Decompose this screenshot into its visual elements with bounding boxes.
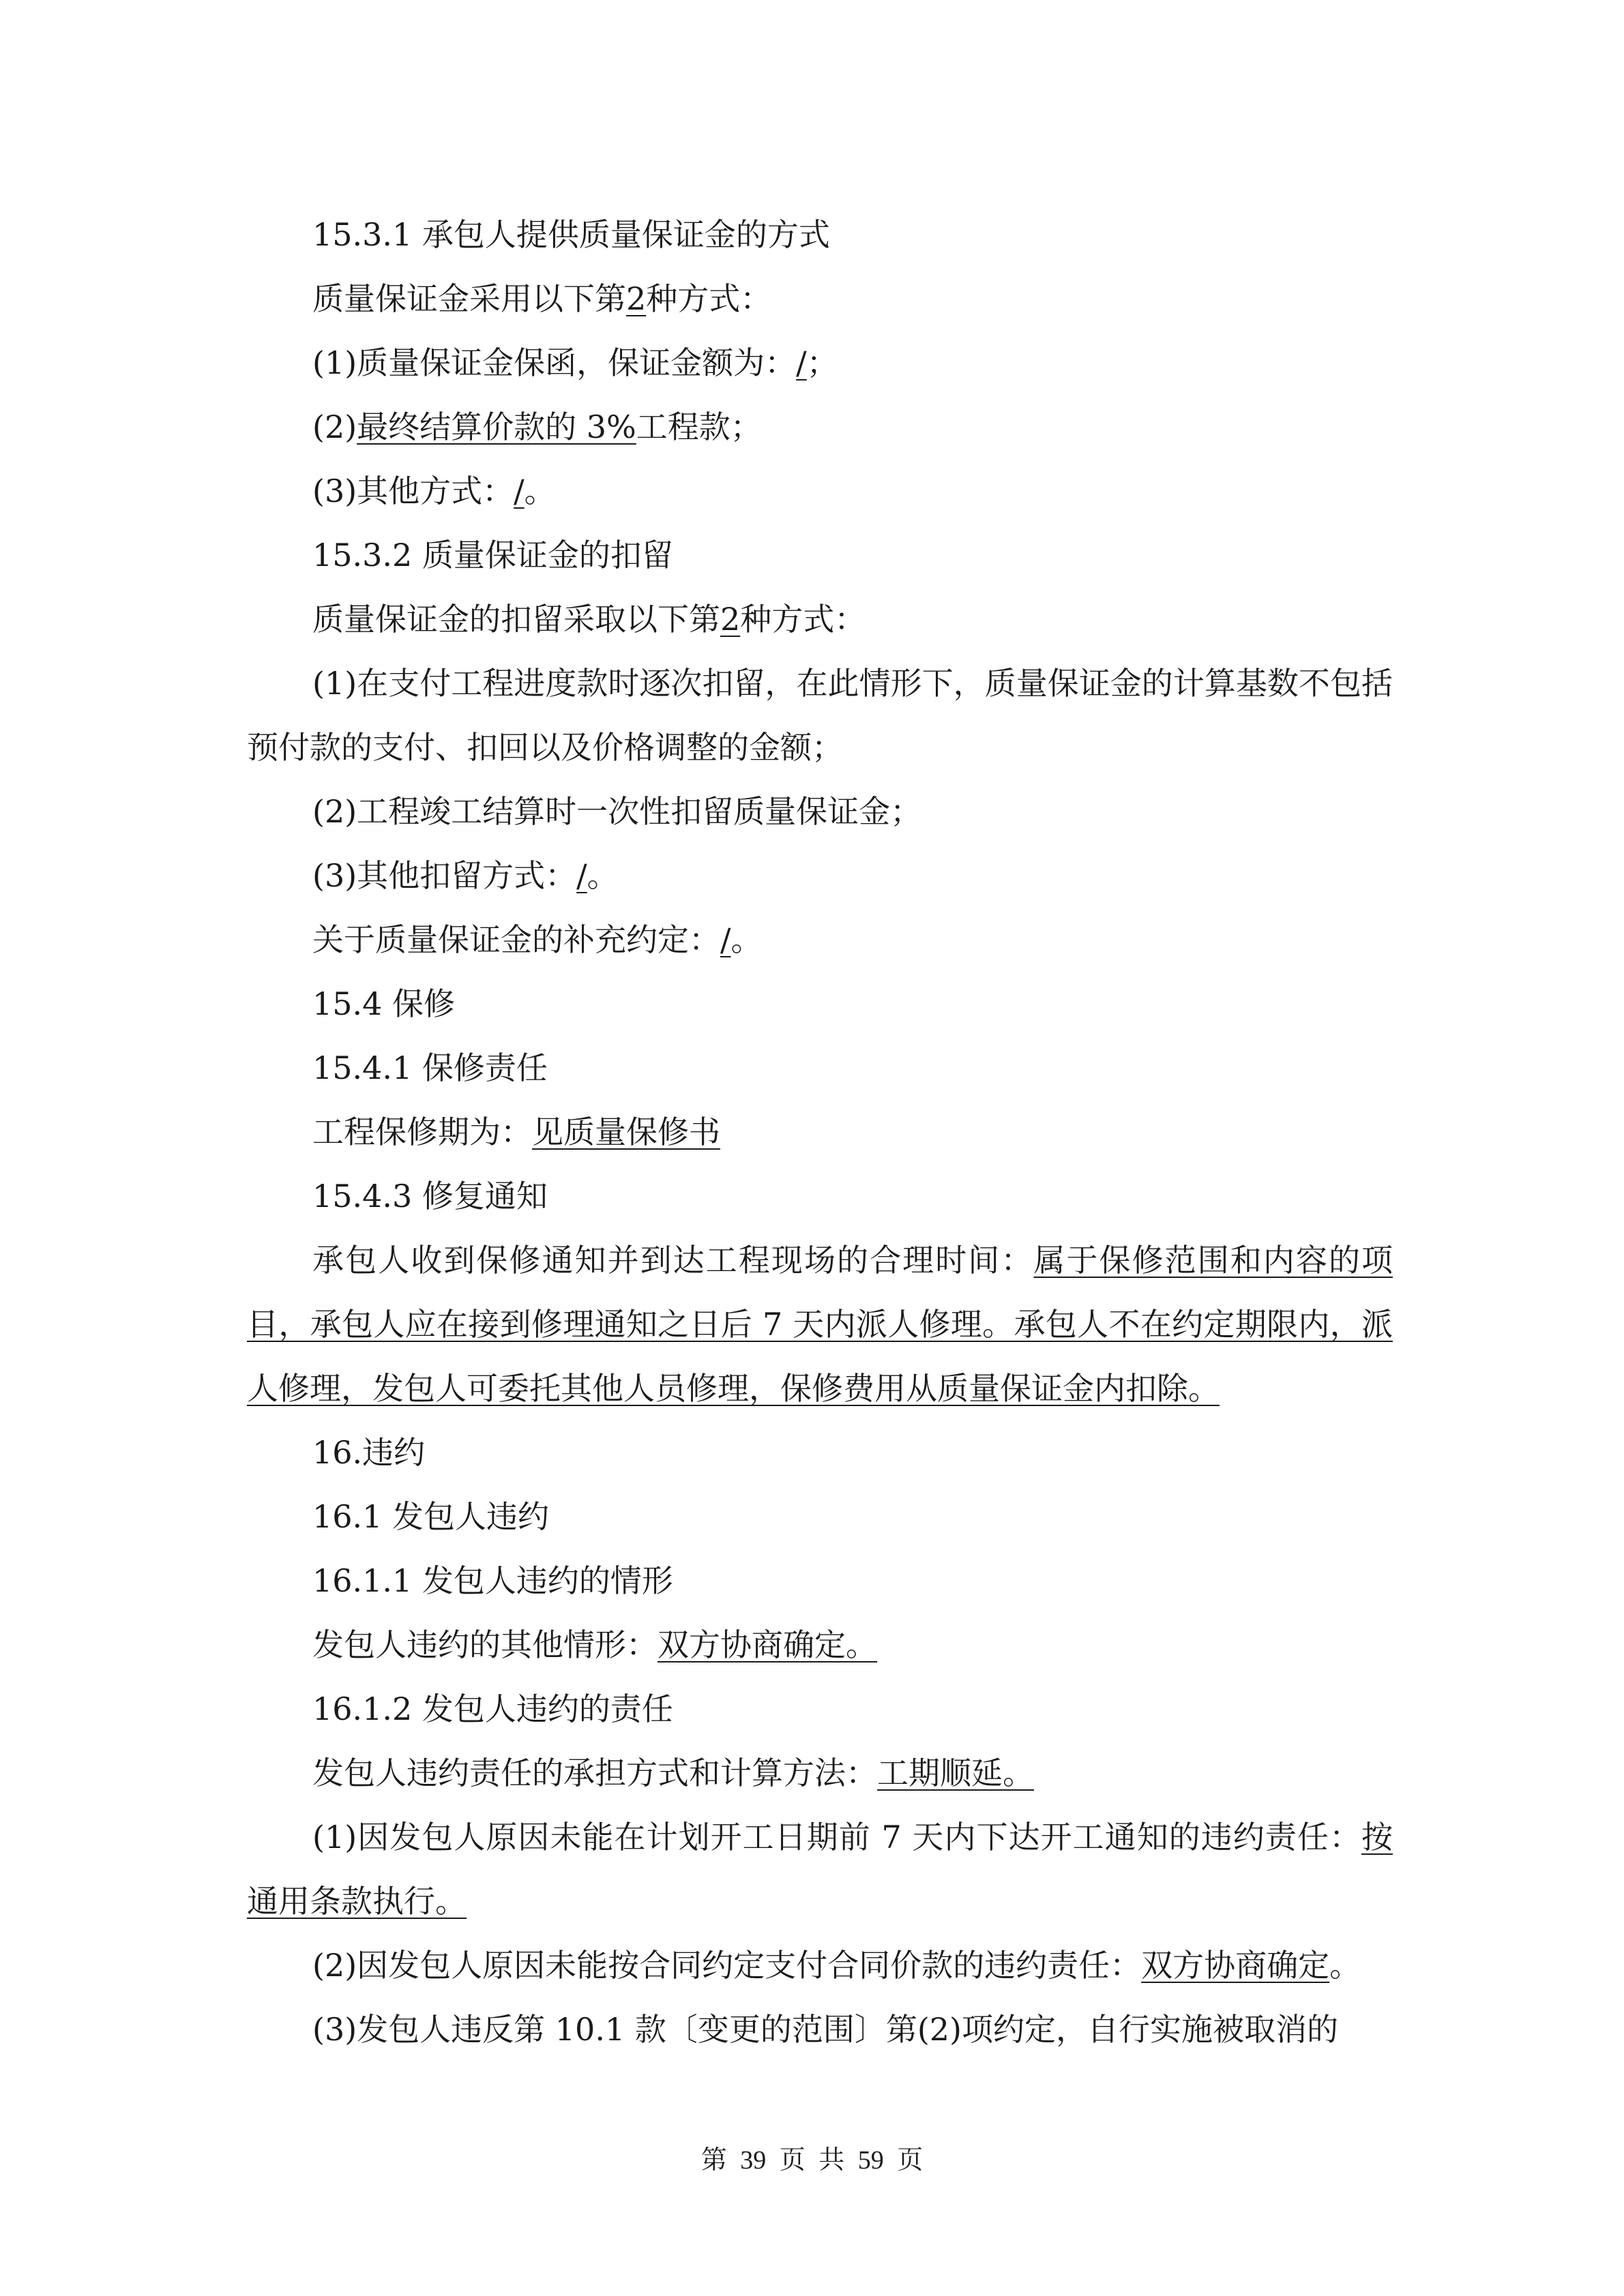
clause-16-heading: 16.违约 (312, 1434, 426, 1471)
clause-line: (3)其他方式：/。 (312, 473, 556, 509)
page-footer (0, 2140, 1624, 2181)
document-body (247, 203, 1393, 2061)
clause-line: 工程保修期为：见质量保修书 (312, 1114, 720, 1150)
clause-line: (1)质量保证金保函，保证金额为：/； (312, 344, 838, 381)
clause-line: 关于质量保证金的补充约定：/。 (312, 921, 763, 958)
clause-16-1-heading: 16.1 发包人违约 (312, 1498, 550, 1535)
clause-15-4-heading: 15.4 保修 (312, 985, 456, 1022)
paragraph-withholding-method-1: (1)在支付工程进度款时逐次扣留，在此情形下，质量保证金的计算基数不包括预付款的支付、扣回以及价格调整的金额； (247, 665, 1393, 766)
clause-line: 质量保证金采用以下第2种方式： (312, 280, 772, 317)
clause-line-continued: (3)发包人违反第 10.1 款〔变更的范围〕第(2)项约定，自行实施被取消的 (312, 2011, 1338, 2048)
clause-line: (2)最终结算价款的 3%工程款； (312, 408, 762, 445)
clause-15-3-2-heading: 15.3.2 质量保证金的扣留 (312, 537, 673, 573)
page-number: 第 39 页 共 59 页 (700, 2146, 924, 2175)
clause-15-4-1-heading: 15.4.1 保修责任 (312, 1049, 548, 1086)
clause-16-1-2-heading: 16.1.2 发包人违约的责任 (312, 1690, 673, 1727)
clause-line: (2)因发包人原因未能按合同约定支付合同价款的违约责任：双方协商确定。 (312, 1947, 1361, 1984)
clause-line: (3)其他扣留方式：/。 (312, 857, 619, 894)
clause-line: 质量保证金的扣留采取以下第2种方式： (312, 601, 866, 638)
clause-line: (2)工程竣工结算时一次性扣留质量保证金； (312, 793, 922, 830)
clause-line: 发包人违约的其他情形：双方协商确定。 (312, 1626, 877, 1663)
clause-15-3-1-heading: 15.3.1 承包人提供质量保证金的方式 (312, 216, 830, 253)
paragraph-repair-notice: 承包人收到保修通知并到达工程现场的合理时间：属于保修范围和内容的项目，承包人应在接到修理通知之日后 7 天内派人修理。承包人不在约定期限内，派人修理，发包人可委托其他人员修理，保修费用从质量保证金内扣除。 (247, 1242, 1393, 1407)
clause-15-4-3-heading: 15.4.3 修复通知 (312, 1178, 548, 1214)
clause-16-1-1-heading: 16.1.1 发包人违约的情形 (312, 1562, 673, 1599)
clause-line: 发包人违约责任的承担方式和计算方法：工期顺延。 (312, 1755, 1034, 1791)
paragraph-start-notice-liability: (1)因发包人原因未能在计划开工日期前 7 天内下达开工通知的违约责任：按通用条款执行。 (247, 1819, 1393, 1920)
